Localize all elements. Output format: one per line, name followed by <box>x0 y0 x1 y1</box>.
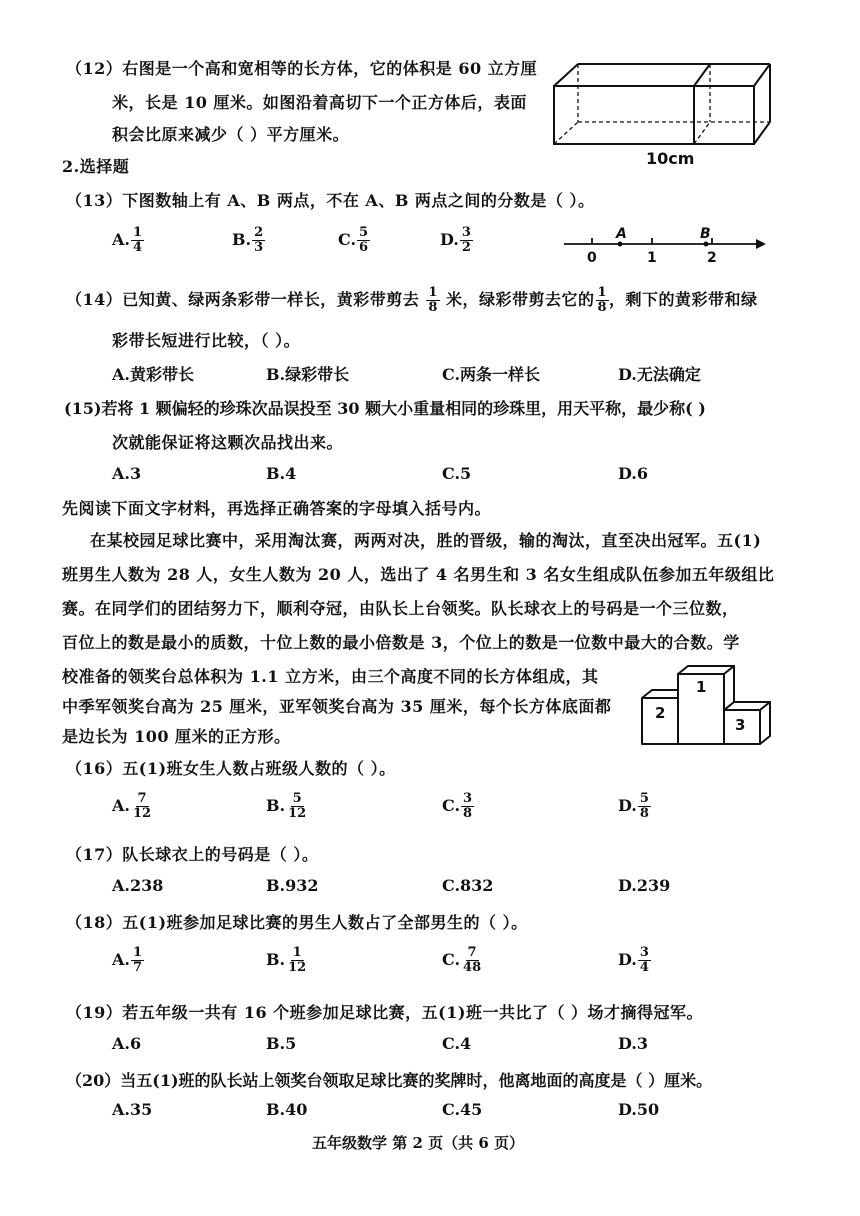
axis-point-a: A <box>616 226 627 242</box>
axis-point-b: B <box>700 226 711 242</box>
q18-option-a: A. $\frac{1}{7}$ <box>112 945 143 975</box>
q18-stem: （18）五(1)班参加足球比赛的男生人数占了全部男生的（ ）。 <box>66 913 528 932</box>
q14-line2: 彩带长短进行比较，（ ）。 <box>112 331 301 350</box>
axis-tick-1: 1 <box>647 250 657 266</box>
podium-figure <box>638 658 782 750</box>
q14-option-d: D.无法确定 <box>618 365 701 384</box>
q15-option-d: D.6 <box>618 464 649 483</box>
podium-label-1: 1 <box>696 678 707 696</box>
podium-label-2: 2 <box>655 704 666 722</box>
reading-line-7: 是边长为 100 厘米的正方形。 <box>62 727 291 746</box>
q20-stem: （20）当五(1)班的队长站上领奖台领取足球比赛的奖牌时，他离地面的高度是（ ）厘米。 <box>66 1071 713 1090</box>
reading-line-1: 在某校园足球比赛中，采用淘汰赛，两两对决，胜的晋级，输的淘汰，直至决出冠军。五(1) <box>90 531 762 550</box>
reading-line-2: 班男生人数为 28 人，女生人数为 20 人，选出了 4 名男生和 3 名女生组成队伍参加五年级组比 <box>62 565 775 584</box>
q14-option-b: B.绿彩带长 <box>266 365 350 384</box>
q15-option-a: A.3 <box>112 464 142 483</box>
q16-stem: （16）五(1)班女生人数占班级人数的（ ）。 <box>66 759 396 778</box>
q14-line1: （14）已知黄、绿两条彩带一样长，黄彩带剪去 $\frac{1}{8}$ 米，绿彩带剪去它的 $\frac{1}{8}$ ，剩下的黄彩带和绿 <box>66 285 758 315</box>
q20-option-a: A.35 <box>112 1100 153 1119</box>
q18-option-b: B. $\frac{1}{12}$ <box>266 945 307 975</box>
q17-option-c: C.832 <box>442 876 494 895</box>
q13-option-d: D. $\frac{3}{2}$ <box>440 225 471 255</box>
q20-option-d: D.50 <box>618 1100 660 1119</box>
q18-option-d: D. $\frac{3}{4}$ <box>618 945 649 975</box>
q19-option-a: A.6 <box>112 1034 142 1053</box>
section-title: 2.选择题 <box>62 157 130 176</box>
q19-stem: （19）若五年级一共有 16 个班参加足球比赛，五(1)班一共比了（ ）场才摘得冠军。 <box>66 1003 704 1022</box>
axis-tick-0: 0 <box>587 250 597 266</box>
q12-line1: （12）右图是一个高和宽相等的长方体，它的体积是 60 立方厘 <box>66 59 538 78</box>
q19-option-d: D.3 <box>618 1034 649 1053</box>
q19-option-c: C.4 <box>442 1034 472 1053</box>
q15-option-b: B.4 <box>266 464 297 483</box>
q19-option-b: B.5 <box>266 1034 297 1053</box>
q16-option-b: B. $\frac{5}{12}$ <box>266 791 307 821</box>
reading-instruction: 先阅读下面文字材料，再选择正确答案的字母填入括号内。 <box>62 499 492 518</box>
q12-line2: 米，长是 10 厘米。如图沿着高切下一个正方体后，表面 <box>112 93 527 112</box>
q16-option-c: C. $\frac{3}{8}$ <box>442 791 473 821</box>
q16-option-a: A. $\frac{7}{12}$ <box>112 791 152 821</box>
q15-line1: (15)若将 1 颗偏轻的珍珠次品误投至 30 颗大小重量相同的珍珠里，用天平称，最少称( ) <box>64 399 706 418</box>
q18-option-c: C. $\frac{7}{48}$ <box>442 945 482 975</box>
reading-line-4: 百位上的数是最小的质数，十位上数的最小倍数是 3，个位上的数是一位数中最大的合数。学 <box>62 633 740 652</box>
q13-option-c: C. $\frac{5}{6}$ <box>338 225 369 255</box>
cuboid-figure <box>548 58 778 168</box>
podium-label-3: 3 <box>735 716 746 734</box>
reading-line-6: 中季军领奖台高为 25 厘米，亚军领奖台高为 35 厘米，每个长方体底面都 <box>62 697 612 716</box>
q17-option-b: B.932 <box>266 876 319 895</box>
q15-option-c: C.5 <box>442 464 472 483</box>
q20-option-c: C.45 <box>442 1100 483 1119</box>
q14-option-c: C.两条一样长 <box>442 365 541 384</box>
reading-line-3: 赛。在同学们的团结努力下，顺利夺冠，由队长上台领奖。队长球衣上的号码是一个三位数， <box>62 599 739 618</box>
reading-line-5: 校准备的领奖台总体积为 1.1 立方米，由三个高度不同的长方体组成，其 <box>62 667 599 686</box>
q15-line2: 次就能保证将这颗次品找出来。 <box>112 433 344 452</box>
q20-option-b: B.40 <box>266 1100 308 1119</box>
q16-option-d: D. $\frac{5}{8}$ <box>618 791 649 821</box>
page-footer: 五年级数学 第 2 页（共 6 页） <box>312 1134 524 1152</box>
q13-option-a: A. $\frac{1}{4}$ <box>112 225 143 255</box>
number-line <box>560 222 770 266</box>
axis-tick-2: 2 <box>707 250 717 266</box>
q17-option-a: A.238 <box>112 876 164 895</box>
q13-stem: （13）下图数轴上有 A、B 两点，不在 A、B 两点之间的分数是（ ）。 <box>66 191 595 210</box>
q14-option-a: A.黄彩带长 <box>112 365 194 384</box>
q13-option-b: B. $\frac{2}{3}$ <box>232 225 264 255</box>
q17-option-d: D.239 <box>618 876 671 895</box>
q17-stem: （17）队长球衣上的号码是（ ）。 <box>66 845 319 864</box>
cuboid-length-label: 10cm <box>646 149 695 168</box>
q12-line3: 积会比原来减少（ ）平方厘米。 <box>112 125 350 144</box>
